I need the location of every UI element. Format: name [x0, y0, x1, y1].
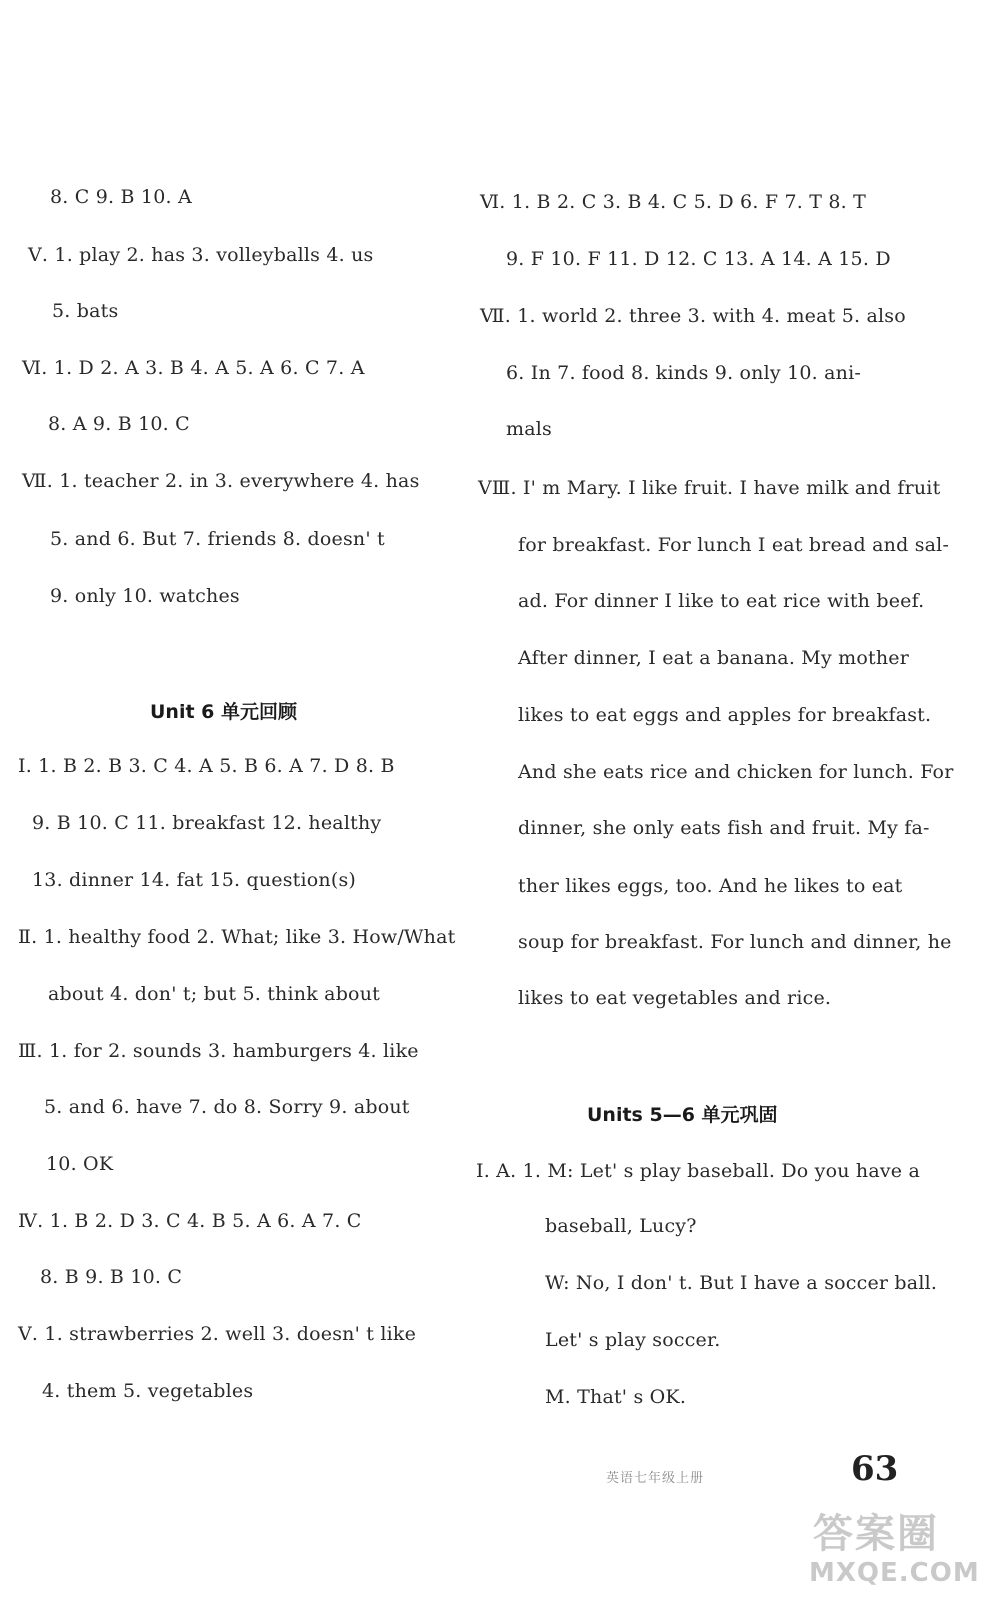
answer-line: for breakfast. For lunch I eat bread and sal-: [518, 534, 950, 556]
answer-line: Ⅵ. 1. D 2. A 3. B 4. A 5. A 6. C 7. A: [22, 357, 365, 379]
watermark-top: 答案圈: [813, 1511, 939, 1557]
answer-line: Let' s play soccer.: [545, 1329, 721, 1351]
answer-line: about 4. don' t; but 5. think about: [48, 983, 380, 1005]
page-number: 63: [851, 1449, 899, 1489]
answer-line: 6. In 7. food 8. kinds 9. only 10. ani-: [506, 362, 861, 384]
units56-heading: Units 5—6 单元巩固: [587, 1104, 778, 1126]
answer-line: After dinner, I eat a banana. My mother: [518, 647, 909, 669]
answer-line: likes to eat vegetables and rice.: [518, 987, 832, 1009]
answer-line: Ⅱ. 1. healthy food 2. What; like 3. How/What: [18, 926, 456, 948]
answer-line: Ⅶ. 1. world 2. three 3. with 4. meat 5. also: [480, 305, 906, 327]
answer-line: 10. OK: [46, 1153, 114, 1175]
answer-line: And she eats rice and chicken for lunch. For: [518, 761, 954, 783]
answer-line: soup for breakfast. For lunch and dinner, he: [518, 931, 952, 953]
answer-line: 9. B 10. C 11. breakfast 12. healthy: [32, 812, 382, 834]
answer-line: mals: [506, 418, 552, 440]
answer-line: 5. bats: [52, 300, 119, 322]
answer-line: W: No, I don' t. But I have a soccer ball.: [545, 1272, 938, 1294]
answer-line: 13. dinner 14. fat 15. question(s): [32, 869, 357, 891]
answer-line: Ⅰ. 1. B 2. B 3. C 4. A 5. B 6. A 7. D 8. B: [18, 755, 395, 777]
answer-line: Ⅲ. 1. for 2. sounds 3. hamburgers 4. like: [18, 1040, 419, 1062]
answer-line: ad. For dinner I like to eat rice with beef.: [518, 590, 925, 612]
watermark-bottom: MXQE.COM: [809, 1558, 980, 1588]
answer-line: 9. F 10. F 11. D 12. C 13. A 14. A 15. D: [506, 248, 891, 270]
answer-line: 8. B 9. B 10. C: [40, 1266, 183, 1288]
answer-line: 8. C 9. B 10. A: [50, 186, 192, 208]
book-label: 英语七年级上册: [606, 1471, 705, 1486]
answer-line: Ⅴ. 1. strawberries 2. well 3. doesn' t like: [18, 1323, 417, 1345]
answer-line: Ⅳ. 1. B 2. D 3. C 4. B 5. A 6. A 7. C: [18, 1210, 362, 1232]
site-watermark: [805, 1500, 985, 1595]
answer-line: 5. and 6. But 7. friends 8. doesn' t: [50, 528, 385, 550]
answer-line: M. That' s OK.: [545, 1386, 687, 1408]
answer-line: Ⅶ. 1. teacher 2. in 3. everywhere 4. has: [22, 470, 420, 492]
answer-line: baseball, Lucy?: [545, 1215, 697, 1237]
answer-line: 4. them 5. vegetables: [42, 1380, 254, 1402]
answer-line: 5. and 6. have 7. do 8. Sorry 9. about: [44, 1096, 410, 1118]
answer-line: likes to eat eggs and apples for breakfast.: [518, 704, 932, 726]
answer-line: Ⅰ. A. 1. M: Let' s play baseball. Do you have a: [476, 1160, 921, 1182]
answer-line: Ⅵ. 1. B 2. C 3. B 4. C 5. D 6. F 7. T 8. T: [480, 191, 866, 213]
answer-line: ⅤⅢ. I' m Mary. I like fruit. I have milk and fruit: [478, 477, 941, 499]
answer-line: 8. A 9. B 10. C: [48, 413, 190, 435]
answer-line: dinner, she only eats fish and fruit. My fa-: [518, 817, 930, 839]
answer-line: 9. only 10. watches: [50, 585, 240, 607]
unit6-heading: Unit 6 单元回顾: [150, 701, 297, 723]
answer-line: Ⅴ. 1. play 2. has 3. volleyballs 4. us: [28, 244, 374, 266]
answer-line: ther likes eggs, too. And he likes to eat: [518, 875, 903, 897]
